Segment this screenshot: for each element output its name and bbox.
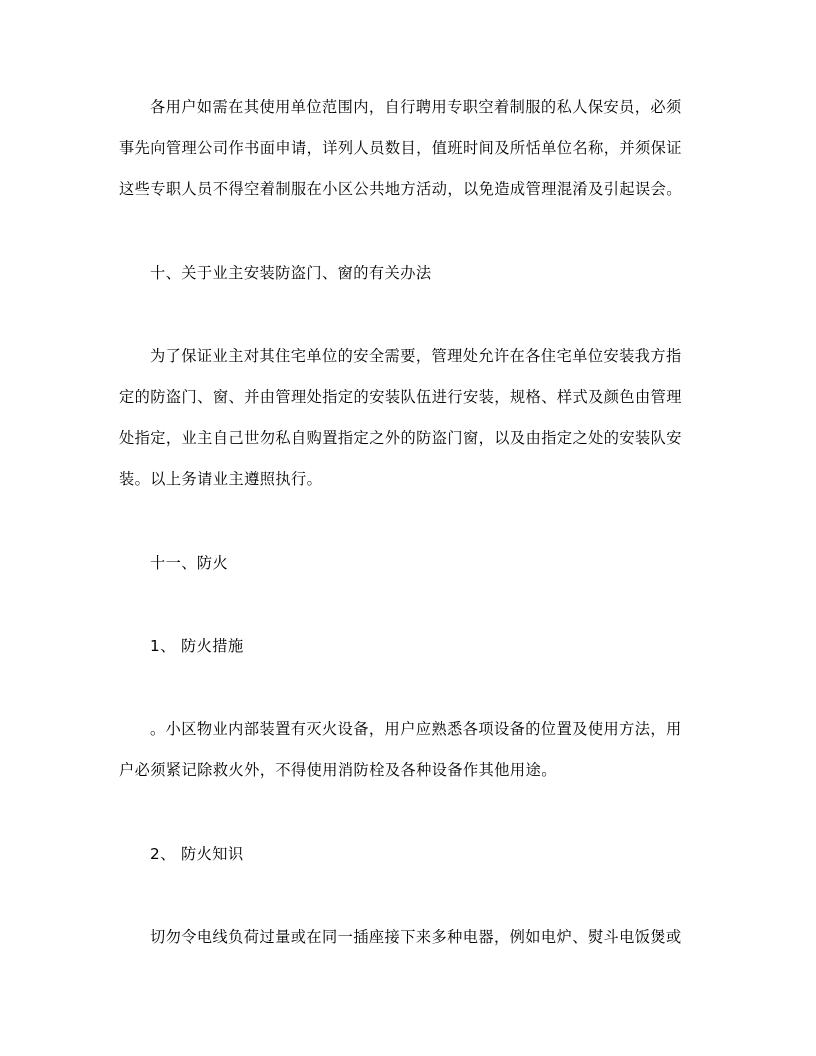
paragraph-line: 各用户如需在其使用单位范围内，自行聘用专职空着制服的私人保安员，必须 (150, 98, 682, 116)
section-heading: 十、关于业主安装防盗门、窗的有关办法 (150, 264, 432, 282)
subsection-heading: 2、 防火知识 (150, 845, 244, 863)
paragraph-line: 事先向管理公司作书面申请，详列人员数目，值班时间及所恬单位名称，并须保证 (119, 139, 682, 157)
paragraph-line: 户必须紧记除救火外，不得使用消防栓及各种设备作其他用途。 (119, 761, 557, 779)
paragraph-line: 处指定，业主自己世勿私自购置指定之外的防盗门窗，以及由指定之处的安装队安 (119, 429, 682, 447)
subsection-heading: 1、 防火措施 (150, 637, 244, 655)
paragraph-line: 。小区物业内部装置有灭火设备，用户应熟悉各项设备的位置及使用方法，用 (150, 720, 682, 738)
paragraph-line: 定的防盗门、窗、并由管理处指定的安装队伍进行安装，规格、样式及颜色由管理 (119, 388, 682, 406)
paragraph-line: 装。以上务请业主遵照执行。 (119, 470, 323, 488)
paragraph-line: 为了保证业主对其住宅单位的安全需要，管理处允许在各住宅单位安装我方指 (150, 347, 682, 365)
paragraph-line: 这些专职人员不得空着制服在小区公共地方活动，以免造成管理混淆及引起误会。 (119, 180, 682, 198)
section-heading: 十一、防火 (150, 554, 229, 572)
paragraph-line: 切勿令电线负荷过量或在同一插座接下来多种电器，例如电炉、熨斗电饭煲或 (150, 928, 682, 946)
